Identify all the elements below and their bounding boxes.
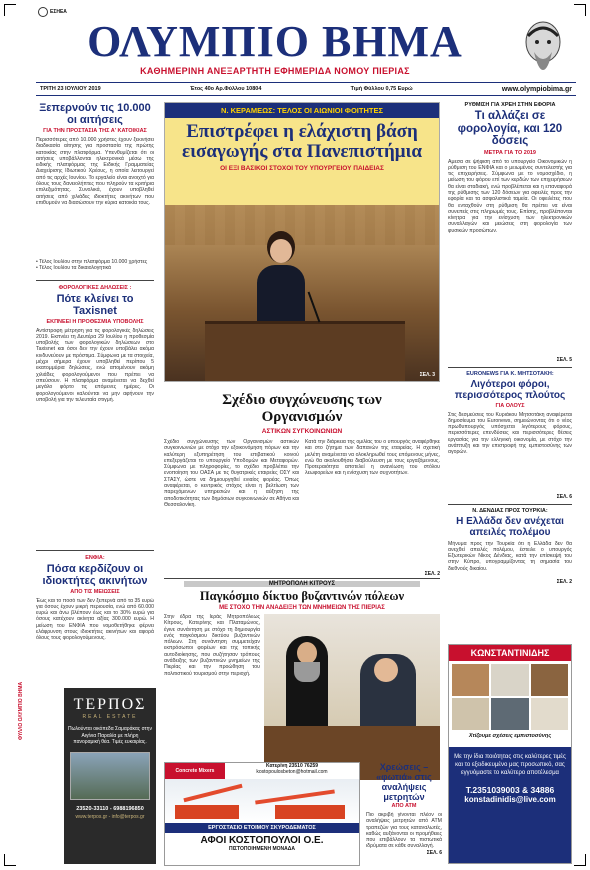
story-b-subtitle: ΑΣΤΙΚΩΝ ΣΥΓΚΟΙΝΩΝΙΩΝ <box>261 428 343 435</box>
konstantinidis-ad-email: konstadinidis@live.com <box>464 795 556 804</box>
issue-year-number: Έτος 40ο Αρ.Φύλλου 10804 <box>189 86 262 92</box>
kostopoulos-ad-phone: Κατερίνη 23510 76259 <box>265 763 319 769</box>
story-d-subtitle: ΑΠΟ ΑΤΜ <box>391 803 417 809</box>
article-a3-subtitle: ΑΠΟ ΤΙΣ ΜΕΙΩΣΕΙΣ <box>70 588 120 595</box>
masthead-title: ΟΛΥΜΠΙΟ ΒΗΜΑ <box>87 17 463 66</box>
website-link[interactable]: www.olympiobima.gr <box>501 85 572 93</box>
info-bar <box>36 82 576 96</box>
lead-kicker: Ν. ΚΕΡΑΜΕΩΣ: ΤΕΛΟΣ ΟΙ ΑΙΩΝΙΟΙ ΦΟΙΤΗΤΕΣ <box>165 103 439 118</box>
kostopoulos-ad-banner: ΕΡΓΟΣΤΑΣΙΟ ΕΤΟΙΜΟΥ ΣΚΥΡΟΔΕΜΑΤΟΣ <box>165 823 359 833</box>
side-strip-text: ΦΥΛΛΟ ΟΛΥΜΠΙΟ ΒΗΜΑ <box>18 681 24 740</box>
kostopoulos-ad-company: ΑΦΟΙ ΚΟΣΤΟΠΟΥΛΟΙ Ο.Ε. <box>200 835 324 846</box>
divider <box>36 280 154 281</box>
kostopoulos-ad-red-label: Concrete Mixers <box>165 763 225 779</box>
story-c <box>164 578 440 788</box>
lead-headline: Επιστρέφει η ελάχιστη βάση εισαγωγής στα Πανεπιστήμια <box>181 121 423 162</box>
divider <box>448 367 572 368</box>
right-a2-kicker: EUROΝEWS ΓΙΑ Κ. ΜΗΤΣΟΤΑΚΗ: <box>466 370 554 377</box>
olympus-head-logo <box>520 18 566 74</box>
right-a3-title: Η Ελλάδα δεν ανέχεται απειλές πολέμου <box>456 515 564 538</box>
story-c-body: Στην έδρα της Ιεράς Μητροπόλεως Κίτρους, Κατερίνης και Πλαταμώνος, έγινε συνάντηση με στόχο τη δημιουργία ενός παγκόσμιου δικτύου βυζαντινών πόλεων. Στη συνάντηση συμμετείχαν εκπρόσωποι φορέων και της τοπικής αυτοδιοίκησης, που συζήτησαν τρόπους ανάδειξης των βυζαντινών μνημείων της Πιερίας και την προώθηση του πολιτιστικού τουρισμού στην περιοχή. <box>164 614 260 677</box>
eshea-label: ΕΣΗΕΑ <box>50 9 67 15</box>
right-a3-kicker: Ν. ΔΕΝΔΙΑΣ ΠΡΟΣ ΤΟΥΡΚΙΑ: <box>472 507 548 514</box>
konstantinidis-ad-phone: T.2351039003 & 34886 <box>465 785 555 795</box>
konstantinidis-ad[interactable] <box>448 644 572 864</box>
crop-mark-br <box>574 854 586 866</box>
article-a3-kicker: ΕΝΦΙΑ: <box>85 554 105 561</box>
right-a1-title: Τι αλλάζει σε φορολογία, και 120 δόσεις <box>457 110 563 147</box>
terpos-ad-subtitle: REAL ESTATE <box>82 714 138 720</box>
story-c-photo <box>264 614 440 780</box>
issue-date: ΤΡΙΤΗ 23 ΙΟΥΛΙΟΥ 2019 <box>40 86 101 92</box>
article-a2-title: Πότε κλείνει το Taxisnet <box>56 292 134 317</box>
story-b-title: Σχέδιο συγχώνευσης των Οργανισμών <box>222 392 382 425</box>
right-a2-page-ref: ΣΕΛ. 6 <box>556 493 572 500</box>
terpos-ad-web: www.terpos.gr - info@terpos.gr <box>75 813 145 820</box>
story-b-page-ref: ΣΕΛ. 2 <box>424 571 440 577</box>
side-strip <box>18 600 28 740</box>
kostopoulos-ad-email: kostopoulosbeton@hotmail.com <box>256 769 328 775</box>
article-a2-subtitle: ΕΚΠΝΕΕΙ Η ΠΡΟΘΕΣΜΙΑ ΥΠΟΒΟΛΗΣ <box>46 318 144 325</box>
crop-mark-tl <box>4 4 16 16</box>
kostopoulos-ad-footer: ΠΙΣΤΟΠΟΙΗΜΕΝΗ ΜΟΝΑΔΑ <box>229 846 295 852</box>
story-d-body: Πιο ακριβή γίνονται πλέον οι αναλήψεις μετρητών από ΑΤΜ τραπεζών για τους καταναλωτές, καθώς αυξάνονται οι προμήθειες που επιβάλλουν τα πιστωτικά ιδρύματα σε κάθε συναλλαγή. <box>366 812 442 850</box>
right-a1-page-ref: ΣΕΛ. 5 <box>556 356 572 363</box>
masthead-tagline: ΚΑΘΗΜΕΡΙΝΗ ΑΝΕΞΑΡΤΗΤΗ ΕΦΗΜΕΡΙΔΑ ΝΟΜΟΥ ΠΙΕΡΙΑΣ <box>140 66 410 76</box>
right-a2-title: Λιγότεροι φόροι, περισσότερος πλούτος <box>454 378 566 401</box>
story-d-page-ref: ΣΕΛ. 6 <box>426 850 442 856</box>
article-a2-kicker: ΦΟΡΟΛΟΓΙΚΕΣ ΔΗΛΩΣΕΙΣ : <box>58 284 132 291</box>
crop-mark-tr <box>574 4 586 16</box>
article-a1-title: Ξεπερνούν τις 10.000 οι αιτήσεις <box>39 102 151 126</box>
terpos-ad-text: Πωλούνται οικόπεδα Σαμαράκας στην Αιγίνια Παραλία με πλήρη πανοραμική θέα. Τιμές ευκαιρίας. <box>68 726 152 745</box>
kostopoulos-ad-trucks <box>165 779 359 823</box>
lead-photo <box>165 205 439 381</box>
story-c-title: Παγκόσμιο δίκτυο βυζαντινών πόλεων <box>199 589 405 603</box>
story-d <box>366 762 442 866</box>
kostopoulos-ad-full[interactable] <box>164 762 360 866</box>
terpos-ad[interactable] <box>64 688 156 864</box>
article-a3-body: Έως και το ποσό των δεν ξεπερνά από τα 35 ευρώ για όσους έχουν μικρή περιουσία, ενώ από 60.000 ευρώ και άνω βλέπουν έως και το 30% ευρώ για όσους κατέχουν ακίνητα αξίας 300.000 ευρώ. Η μείωση του ΕΝΦΙΑ που νομοθετήθηκε φέρνει ελάφρυνση στους ιδιοκτήτες ακινήτων και αφορά όλους τους φορολογούμενους. <box>36 597 154 642</box>
article-a2-body: Αντίστροφη μέτρηση για τις φορολογικές δηλώσεις 2019. Εκπνέει τη Δευτέρα 29 Ιουλίου η προθεσμία υποβολής των φορολογικών δηλώσεων στο Taxisnet και όσοι δεν την έχουν υποβάλει ακόμα κινδυνεύουν με πρόστιμα. Σύμφωνα με τα στοιχεία, μέχρι σήμερα έχουν υποβληθεί περίπου 5 εκατομμύρια δηλώσεις, ενώ απομένουν ακόμη χιλιάδες φορολογούμενοι που πρέπει να σπεύσουν. Η πλατφόρμα αναμένεται να δεχθεί μεγάλο φόρτο τις επόμενες ημέρες. Οι φορολογούμενοι καλούνται να μην αφήνουν την υποβολή για την τελευταία στιγμή. <box>36 327 154 403</box>
terpos-ad-name: ΤΕΡΠΟΣ <box>73 696 147 713</box>
konstantinidis-ad-photos <box>449 661 571 733</box>
story-d-title: Χρεώσεις – «φωτιά» στις αναλήψεις μετρητών <box>376 762 432 802</box>
right-a2-subtitle: ΓΙΑ ΟΛΟΥΣ <box>495 402 525 409</box>
article-a1-body: Περισσότερες από 10.000 χρήστες έχουν ξεκινήσει διαδικασία αίτησης για προστασία της πρώτης κατοικίας στην πλατφόρμα. Υπενθυμίζεται ότι οι αιτήσεις υποβάλλονται ηλεκτρονικά μέσω της ειδικής πλατφόρμας της Ειδικής Γραμματείας Διαχείρισης Ιδιωτικού Χρέους, η οποία λειτουργεί από τις αρχές Ιουνίου. Το εργαλείο είναι ανοιχτό για όλους τους δανειολήπτες που πληρούν τα κριτήρια επιλεξιμότητας. Συνολικά, έχουν υποβληθεί αιτήσεις από χιλιάδες ιδιοκτήτες ακινήτων που επιθυμούν να διασώσουν την κύρια κατοικία τους. <box>36 137 154 206</box>
article-a1-bullet1: • Τέλος Ιουλίου στην πλατφόρμα 10.000 χρήστες <box>36 259 148 265</box>
story-b-body-1: Σχέδιο συγχώνευσης των Οργανισμών αστικών συγκοινωνιών με στόχο την εξοικονόμηση πόρων και την καλύτερη εξυπηρέτηση του επιβατικού κοινού επεξεργάζεται το υπουργείο Υποδομών και Μεταφορών. Σύμφωνα με πληροφορίες, το σχέδιο προβλέπει την ενοποίηση του ΟΑΣΑ με τις θυγατρικές εταιρείες ΟΣΥ και ΣΤΑΣΥ, ώστε να δημιουργηθεί ενιαίος φορέας. Όπως αναφέρεται, ο κεντρικός στόχος είναι η βελτίωση των παρεχόμενων υπηρεσιών και η αύξηση της αποδοτικότητας των δημόσιων συγκοινωνιών σε Αθήνα και Θεσσαλονίκη. <box>164 439 299 508</box>
eshea-logo <box>38 6 72 18</box>
article-a1-subtitle: ΓΙΑ ΤΗΝ ΠΡΟΣΤΑΣΙΑ ΤΗΣ Α' ΚΑΤΟΙΚΙΑΣ <box>43 128 147 134</box>
divider <box>36 550 154 551</box>
terpos-ad-photo <box>70 752 150 800</box>
right-a1-subtitle: ΜΕΤΡΑ ΓΙΑ ΤΟ 2019 <box>483 149 536 156</box>
lead-story <box>164 102 440 382</box>
story-c-subtitle: ΜΕ ΣΤΟΧΟ ΤΗΝ ΑΝΑΔΕΙΞΗ ΤΩΝ ΜΝΗΜΕΙΩΝ ΤΗΣ ΠΙΕΡΙΑΣ <box>219 605 385 611</box>
right-a3-body: Μήνυμα προς την Τουρκία ότι η Ελλάδα δεν θα ανεχθεί απειλές πολέμου, έστειλε ο υπουργός Εξωτερικών Νίκος Δένδιας, κατά την επίσκεψή του στην Κύπρο, υπογραμμίζοντας τη σημασία του διεθνούς δικαίου. <box>448 540 572 572</box>
article-a1-bullet2: • Τέλος Ιουλίου τα δικαιολογητικά <box>36 265 112 272</box>
photo-microphone <box>308 292 321 323</box>
photo-lectern <box>205 321 405 381</box>
eshea-emblem-icon <box>38 7 48 17</box>
right-a1-kicker: ΡΥΘΜΙΣΗ ΓΙΑ ΧΡΕΗ ΣΤΗΝ ΕΦΟΡΙΑ <box>464 102 556 108</box>
right-column <box>448 102 572 632</box>
right-a3-page-ref: ΣΕΛ. 2 <box>556 578 572 585</box>
konstantinidis-ad-name: ΚΩΝΣΤΑΝΤΙΝΙΔΗΣ <box>449 645 571 661</box>
konstantinidis-ad-slogan: Χτίζουμε σχέσεις εμπιστοσύνης <box>468 733 552 739</box>
divider <box>448 504 572 505</box>
article-a3-title: Πόσα κερδίζουν οι ιδιοκτήτες ακινήτων <box>42 562 148 587</box>
story-b-body-2: Κατά την διάρκεια της ομιλίας του ο υπουργός αναφέρθηκε και στο ζήτημα των δαπανών της εταιρείας. Η σχετική μελέτη αναμένεται να ολοκληρωθεί τους επόμενους μήνες, ενώ θα ακολουθήσει διαβούλευση με τους εργαζόμενους. Προτεραιότητα αποτελεί η ανανέωση του στόλου λεωφορείων και η ενίσχυση των συχνοτήτων. <box>305 439 440 477</box>
crop-mark-bl <box>4 854 16 866</box>
issue-price: Τιμή Φύλλου 0,75 Ευρώ <box>350 86 413 92</box>
story-b <box>164 392 440 578</box>
lead-page-ref: ΣΕΛ. 3 <box>419 372 435 378</box>
right-a1-body: Αμεσα σε ψήφιση από το υπουργείο Οικονομικών η ρύθμιση του ΕΝΦΙΑ και ο μειωμένος συντελεστής για τις επιχειρήσεις. Σύμφωνα με το νομοσχέδιο, η μείωση του φόρου επί των κερδών των επιχειρήσεων θα είναι σταδιακή, ενώ προβλέπεται και η επαναφορά της ρύθμισης των 120 δόσεων για οφειλές προς την εφορία και τα ασφαλιστικά ταμεία. Οι οφειλέτες που θα ενταχθούν στη ρύθμιση θα πρέπει να είναι συνεπείς στις πληρωμές τους. Επίσης, προβλέπονται κίνητρα για την ενίσχυση των ηλεκτρονικών συναλλαγών και μειώσεις στη φορολογία των φυσικών προσώπων. <box>448 158 572 234</box>
konstantinidis-ad-text: Με την ίδια ποιότητας στις καλύτερες τιμές και το εξειδικευμένο μας προσωπικό, σας εγγυόμαστε το καλύτερο αποτέλεσμα <box>454 754 566 776</box>
terpos-ad-phone: 23520-33110 - 6988196850 <box>76 805 144 812</box>
lead-subtitle: ΟΙ ΕΞΙ ΒΑΣΙΚΟΙ ΣΤΟΧΟΙ ΤΟΥ ΥΠΟΥΡΓΕΙΟΥ ΠΑΙΔΕΙΑΣ <box>220 165 384 172</box>
right-a2-body: Στις δεσμεύσεις του Κυριάκου Μητσοτάκη αναφέρεται δημοσίευμα του Euronews, σημειώνοντας ότι ο νέος πρωθυπουργός υπόσχεται λιγότερους φόρους, περισσότερες επενδύσεις και περισσότερες θέσεις εργασίας για την ελληνική οικονομία, με στόχο την ανάπτυξη και την επιστροφή της εμπιστοσύνης των αγορών. <box>448 411 572 456</box>
story-c-kicker: ΜΗΤΡΟΠΟΛΗ ΚΙΤΡΟΥΣ <box>184 581 420 587</box>
